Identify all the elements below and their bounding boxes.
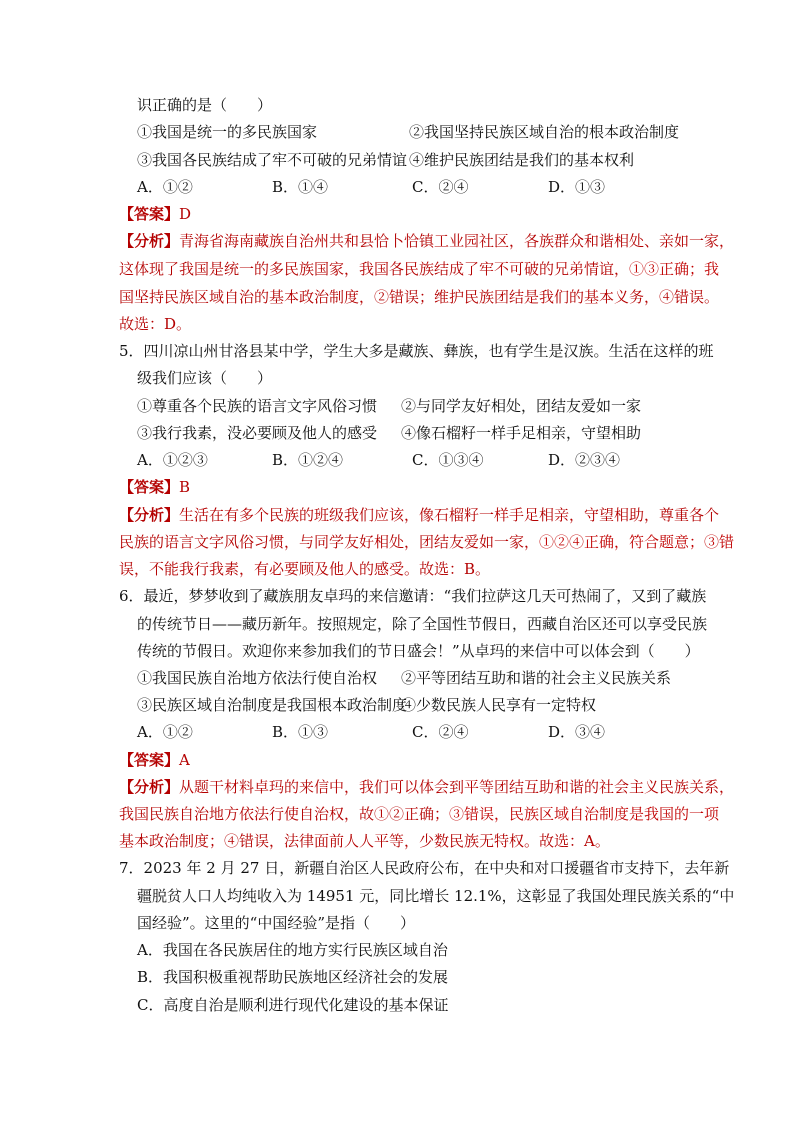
q5-analysis-line-3: 误，不能我行我素，有必要顾及他人的感受。故选：B。 [119,560,491,578]
q7-stem-line-2: 疆脱贫人口人均纯收入为 14951 元，同比增长 12.1%，这彰显了我国处理民族关系的“中 [137,887,735,905]
q7-choice-c: C．高度自治是顺利进行现代化建设的基本保证 [137,996,449,1014]
q6-choice-a: A．①② [137,723,193,741]
q5-analysis-line-2 [119,532,734,552]
answer-label: 【答案】 [119,751,180,769]
q5-choice-b: B．①②④ [272,451,344,469]
q6-statement-3: ③民族区域自治制度是我国根本政治制度 [137,696,408,714]
analysis-mark: ①②④正确，符合题意；③错 [539,533,735,551]
q4-choice-d: D．①③ [548,178,606,196]
q4-statement-1: ①我国是统一的多民族国家 [137,123,318,141]
analysis-text: 青海省海南藏族自治州共和县恰卜恰镇工业园社区，各族群众和谐相处、亲如一家， [179,232,735,250]
answer-value: D [179,205,192,223]
q5-answer [119,477,190,497]
q6-choice-b: B．①③ [272,723,329,741]
q4-analysis-line-4: 故选：D。 [119,315,192,333]
analysis-text: 这体现了我国是统一的多民族国家，我国各民族结成了牢不可破的兄弟情谊， [119,260,630,278]
answer-label: 【答案】 [119,478,180,496]
q5-analysis-line-1 [119,505,719,525]
q6-analysis-line-1 [119,777,734,797]
q4-statement-3: ③我国各民族结成了牢不可破的兄弟情谊 [137,151,408,169]
q6-stem-line-1: 6．最近，梦梦收到了藏族朋友卓玛的来信邀请：“我们拉萨这几天可热闹了，又到了藏族 [119,587,707,605]
q5-statement-4: ④像石榴籽一样手足相亲，守望相助 [401,424,642,442]
analysis-mark: ③错误，民族区域自治制度是我国的一项 [449,805,720,823]
analysis-text: 我国民族自治地方依法行使自治权，故①②正确； [119,805,450,823]
q5-choice-a: A．①②③ [137,451,208,469]
q5-stem-line-1: 5．四川凉山州甘洛县某中学，学生大多是藏族、彝族，也有学生是汉族。生活在这样的班 [119,342,714,360]
q7-stem-line-1: 7．2023 年 2 月 27 日，新疆自治区人民政府公布，在中央和对口援疆省市支持下，去年新 [119,859,730,877]
q4-choice-c: C．②④ [412,178,469,196]
q6-stem-line-2: 的传统节日——藏历新年。按照规定，除了全国性节假日，西藏自治区还可以享受民族 [137,615,708,633]
q4-statement-4: ④维护民族团结是我们的基本权利 [409,151,635,169]
q6-answer [119,750,190,770]
q5-choice-d: D．②③④ [548,451,621,469]
analysis-label: 【分析】 [119,778,180,796]
q4-answer [119,204,191,224]
q4-analysis-line-2 [119,259,719,279]
q6-choice-c: C．②④ [412,723,469,741]
q4-analysis-line-3: 国坚持民族区域自治的基本政治制度，②错误；维护民族团结是我们的基本义务，④错误。 [119,288,720,306]
q5-statement-2: ②与同学友好相处，团结友爱如一家 [401,397,642,415]
q6-stem-line-3: 传统的节假日。欢迎你来参加我们的节日盛会！”从卓玛的来信中可以体会到（ ） [137,642,700,660]
q5-choice-c: C．①③④ [412,451,484,469]
analysis-text: 民族的语言文字风俗习惯，与同学友好相处，团结友爱如一家， [119,533,540,551]
q5-statement-1: ①尊重各个民族的语言文字风俗习惯 [137,397,378,415]
q5-statement-3: ③我行我素，没必要顾及他人的感受 [137,424,378,442]
q4-statement-2: ②我国坚持民族区域自治的根本政治制度 [409,123,680,141]
q6-statement-4: ④少数民族人民享有一定特权 [401,696,597,714]
q4-choice-a: A．①② [137,178,193,196]
q4-choice-b: B．①④ [272,178,329,196]
q6-statement-1: ①我国民族自治地方依法行使自治权 [137,669,378,687]
q7-choice-b: B．我国积极重视帮助民族地区经济社会的发展 [137,968,449,986]
analysis-text: 生活在有多个民族的班级我们应该，像石榴籽一样手足相亲，守望相助，尊重各个 [179,506,720,524]
q7-choice-a: A．我国在各民族居住的地方实行民族区域自治 [137,941,448,959]
q6-analysis-line-3: 基本政治制度；④错误，法律面前人人平等，少数民族无特权。故选：A。 [119,832,610,850]
answer-value: B [179,478,191,496]
analysis-label: 【分析】 [119,232,180,250]
answer-label: 【答案】 [119,205,180,223]
q7-stem-line-3: 国经验”。这里的“中国经验”是指（ ） [137,914,416,932]
analysis-mark: ①③正确；我 [629,260,720,278]
analysis-text: 从题干材料卓玛的来信中，我们可以体会到平等团结互助和谐的社会主义民族关系， [179,778,735,796]
q4-analysis-line-1 [119,231,734,251]
q4-stem-tail: 识正确的是（ ） [137,96,273,114]
q6-analysis-line-2 [119,804,719,824]
q6-choice-d: D．③④ [548,723,606,741]
q5-stem-line-2: 级我们应该（ ） [137,369,273,387]
q6-statement-2: ②平等团结互助和谐的社会主义民族关系 [401,669,672,687]
answer-value: A [179,751,190,769]
analysis-label: 【分析】 [119,506,180,524]
